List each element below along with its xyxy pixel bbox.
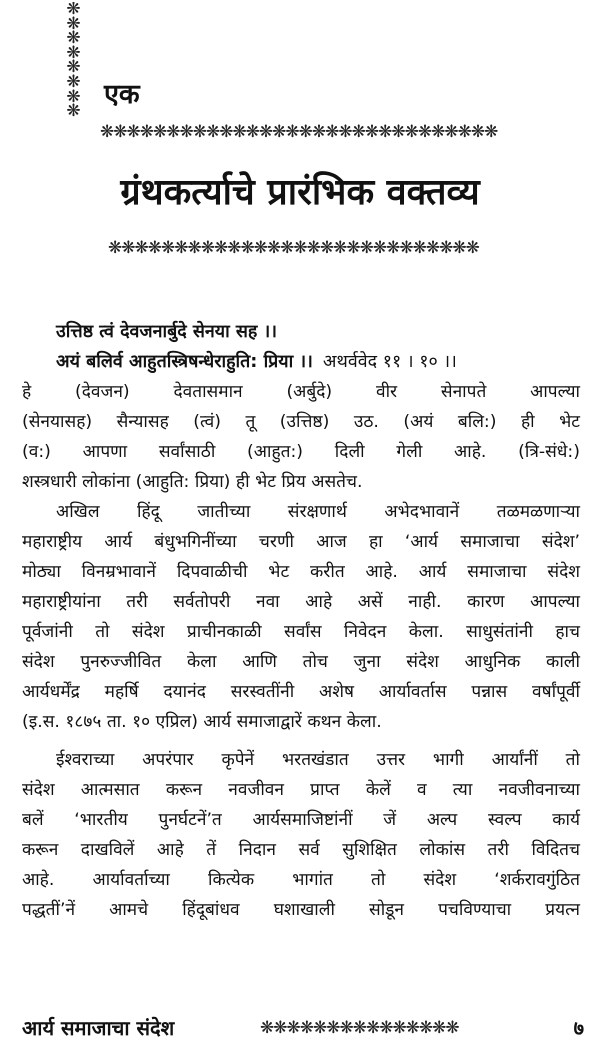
verse-text: अयं बलिर्व आहुतस्त्रिषन्धेराहुति: प्रिया ।।: [56, 351, 313, 372]
horizontal-ornament-border: ❋❋❋❋❋❋❋❋❋❋❋❋❋❋❋❋❋❋❋❋❋❋❋❋❋❋❋❋❋❋: [100, 122, 498, 142]
paragraph-line: (इ.स. १८७५ ता. १० एप्रिल) आर्य समाजाद्वारें कथन केला.: [22, 712, 382, 732]
verse-line-2: [22, 347, 580, 377]
chapter-number: एक: [104, 79, 140, 110]
paragraph-line: महाराष्ट्रीयांना तरी सर्वतोपरी नवा आहे असें नाही. कारण आपल्या: [22, 592, 580, 612]
paragraph-line: पूर्वजांनी तो संदेश प्राचीनकाळी सर्वांस निवेदन केला. साधुसंतांनी हाच: [22, 622, 580, 642]
paragraph-line: आहे. आर्यावर्ताच्या कित्येक भागांत तो संदेश ‘शर्करावगुंठित: [22, 870, 580, 890]
page-title: ग्रंथकर्त्याचे प्रारंभिक वक्तव्य: [120, 172, 480, 213]
page-footer: [22, 1014, 584, 1044]
paragraph-line: मोठ्या विनम्रभावानें दिपवाळीची भेट करीत आहे. आर्य समाजाचा संदेश: [22, 562, 580, 582]
paragraph-line: बलें ‘भारतीय पुनर्घटनें’त आर्यसमाजिष्टांनीं जें अल्प स्वल्प कार्य: [22, 810, 580, 830]
paragraph-line: ईश्वराच्या अपरंपार कृपेनें भरतखंडात उत्तर भागी आर्यांनीं तो: [56, 750, 580, 770]
body-text: [22, 317, 580, 925]
paragraph-line: आर्यधर्मेंद्र महर्षि दयानंद सरस्वतींनी अशेष आर्यावर्तास पन्नास वर्षांपूर्वी: [22, 682, 580, 702]
footer-ornament: ❋❋❋❋❋❋❋❋❋❋❋❋❋❋❋: [260, 1018, 459, 1038]
vertical-ornament-border: ❋❋❋❋❋❋❋❋: [66, 2, 80, 119]
paragraph-line: (व:) आपणा सर्वांसाठी (आहुत:) दिली गेली आहे. (त्रि-संधे:): [22, 442, 580, 462]
page-number: ७: [573, 1016, 584, 1040]
paragraph-line: पद्धतीं’नें आमचे हिंदूबांधव घशाखाली सोडून पचविण्याचा प्रयत्न: [22, 900, 580, 920]
footer-title: आर्य समाजाचा संदेश: [22, 1016, 175, 1040]
paragraph-line: करून दाखविलें आहे तें निदान सर्व सुशिक्षित लोकांस तरी विदितच: [22, 840, 580, 860]
paragraph-line: शस्त्रधारी लोकांना (आहुति: प्रिया) ही भेट प्रिय असतेच.: [22, 472, 363, 492]
title-ornament-divider: ❋❋❋❋❋❋❋❋❋❋❋❋❋❋❋❋❋❋❋❋❋❋❋❋❋❋❋❋: [108, 238, 479, 258]
paragraph-line: हे (देवजन) देवतासमान (अर्बुदे) वीर सेनापते आपल्या: [22, 382, 580, 402]
paragraph-line: (सेनयासह) सैन्यासह (त्वं) तू (उत्तिष्ठ) उठ. (अयं बलि:) ही भेट: [22, 412, 580, 432]
paragraph-line: महाराष्ट्रीय आर्य बंधुभगिनींच्या चरणी आज हा ‘आर्य समाजाचा संदेश’: [22, 532, 580, 552]
verse-source: अथर्ववेद ११ । १० ।।: [322, 351, 457, 372]
paragraph-line: संदेश आत्मसात करून नवजीवन प्राप्त केलें व त्या नवजीवनाच्या: [22, 780, 580, 800]
paragraph-line: अखिल हिंदू जातीच्या संरक्षणार्थ अभेदभावानें तळमळणाऱ्या: [56, 502, 580, 522]
verse-line-1: उत्तिष्ठ त्वं देवजनार्बुदे सेनया सह ।।: [56, 321, 277, 342]
paragraph-line: संदेश पुनरुज्जीवित केला आणि तोच जुना संदेश आधुनिक काली: [22, 652, 580, 672]
